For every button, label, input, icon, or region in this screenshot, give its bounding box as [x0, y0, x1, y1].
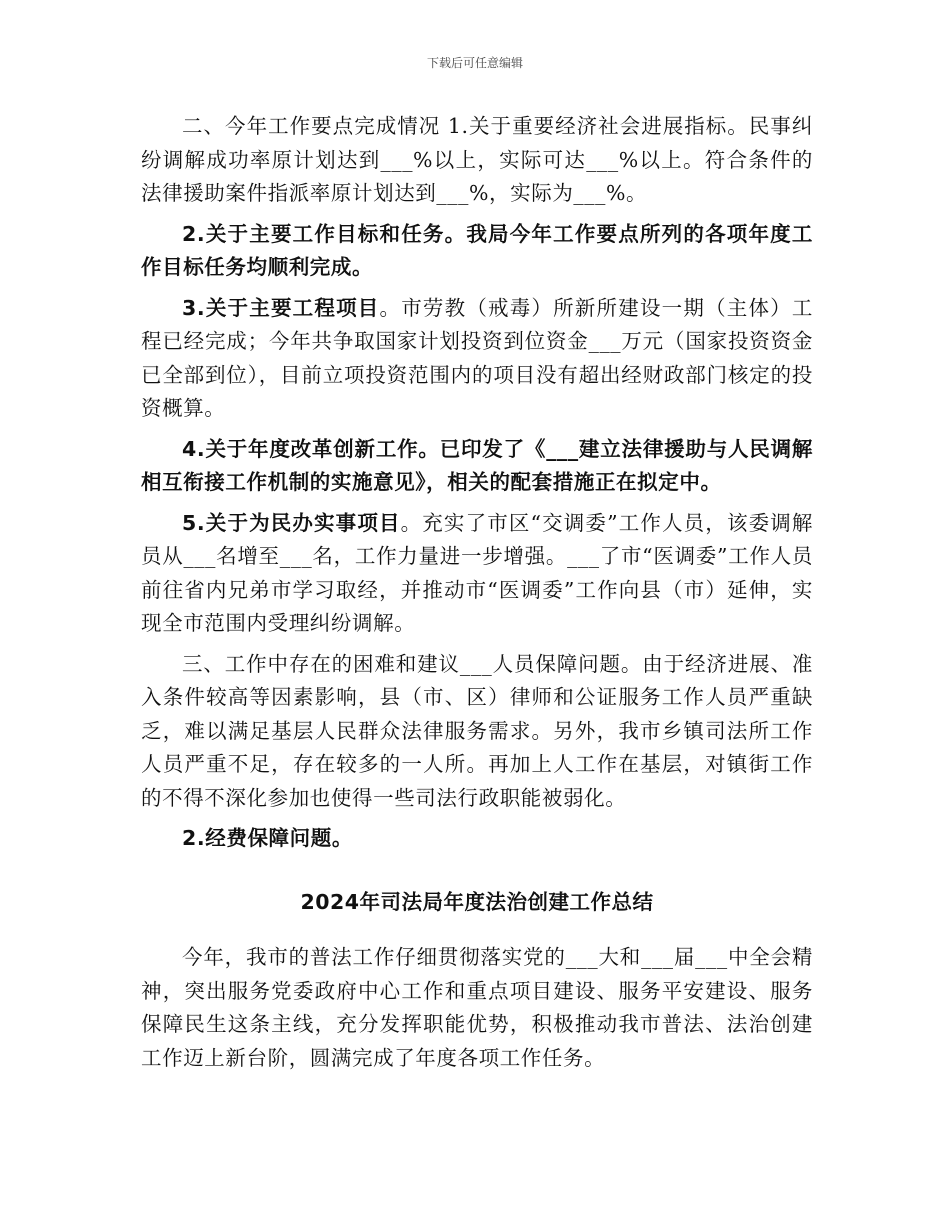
paragraph-main-goals: 2.关于主要工作目标和任务。我局今年工作要点所列的各项年度工作目标任务均顺利完成。 [141, 221, 813, 279]
paragraph-public-service-text: 。充实了市区“交调委”工作人员，该委调解员从___名增至___名，工作力量进一步增强。___了市“医调委”工作人员前往省内兄弟市学习取经，并推动市“医调委”工作向县（市）延伸，实现全市范围内受理纠纷调解。 [141, 510, 813, 635]
page-header: 下载后可任意编辑 [426, 56, 523, 70]
paragraph-public-service-lead: 5.关于为民办实事项目 [182, 510, 401, 535]
paragraph-projects [141, 292, 813, 426]
paragraph-projects-lead: 3.关于主要工程项目 [182, 295, 380, 320]
paragraph-summary-intro: 今年，我市的普法工作仔细贯彻落实党的___大和___届___中全会精神，突出服务党委政府中心工作和重点项目建设、服务平安建设、服务保障民生这条主线，充分发挥职能优势，积极推动我市普法、法治创建工作迈上新台阶，圆满完成了年度各项工作任务。 [141, 945, 813, 1070]
paragraph-difficulties: 三、工作中存在的困难和建议___人员保障问题。由于经济进展、准入条件较高等因素影响，县（市、区）律师和公证服务工作人员严重缺乏，难以满足基层人民群众法律服务需求。另外，我市乡镇司法所工作人员严重不足，存在较多的一人所。再加上人工作在基层，对镇街工作的不得不深化参加也使得一些司法行政职能被弱化。 [141, 651, 813, 810]
paragraph-work-status: 二、今年工作要点完成情况 1.关于重要经济社会进展指标。民事纠纷调解成功率原计划达到___%以上，实际可达___%以上。符合条件的法律援助案件指派率原计划达到___%，实际为___%。 [141, 114, 813, 205]
paragraph-reform: 4.关于年度改革创新工作。已印发了《___建立法律援助与人民调解相互衔接工作机制的实施意见》，相关的配套措施正在拟定中。 [141, 436, 813, 494]
paragraph-public-service [141, 507, 813, 641]
paragraph-funding: 2.经费保障问题。 [182, 826, 353, 850]
paragraph-projects-text: 。市劳教（戒毒）所新所建设一期（主体）工程已经完成；今年共争取国家计划投资到位资金___万元（国家投资资金已全部到位），目前立项投资范围内的项目没有超出经财政部门核定的投资概算。 [141, 295, 813, 420]
document-body [141, 110, 813, 1075]
section-title: 2024年司法局年度法治创建工作总结 [300, 889, 654, 914]
